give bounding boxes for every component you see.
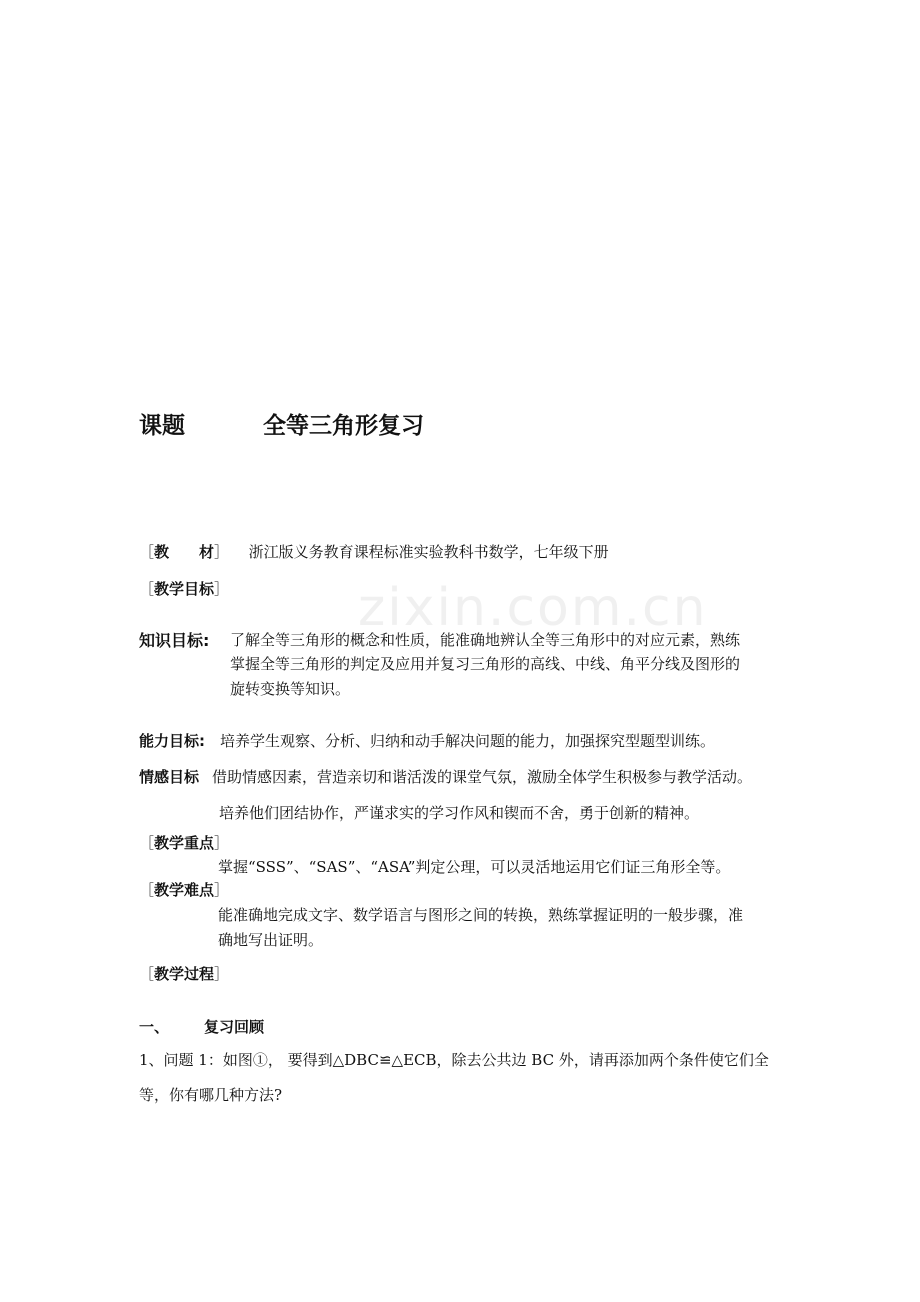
bracket-close: ］ <box>214 543 230 561</box>
emotion-line-1: 借助情感因素，营造亲切和谐活泼的课堂气氛，激励全体学生积极参与教学活动。 <box>212 768 753 786</box>
title-label: 课题 <box>139 413 185 439</box>
knowledge-label: 知识目标: <box>139 631 210 650</box>
key-points-heading-text: 教学重点 <box>154 834 215 852</box>
difficulties-heading-text: 教学难点 <box>154 881 215 899</box>
section-1-number: 一、 <box>139 1018 170 1036</box>
ability-label: 能力目标: <box>139 732 205 750</box>
difficulties-line-1: 能准确地完成文字、数学语言与图形之间的转换，熟练掌握证明的一般步骤，准 <box>218 906 744 924</box>
material-row <box>139 542 609 562</box>
knowledge-line-3: 旋转变换等知识。 <box>230 680 351 698</box>
question-1-line-1: 1、问题 1：如图①， 要得到△DBC≌△ECB，除去公共边 BC 外，请再添加两个条件使它们全 <box>139 1051 769 1069</box>
material-label-b: 材 <box>199 543 215 561</box>
material-text: 浙江版义务教育课程标准实验教科书数学，七年级下册 <box>248 543 609 561</box>
material-label-a: 教 <box>154 543 170 561</box>
question-1-line-2: 等，你有哪几种方法? <box>139 1086 283 1104</box>
bracket-open: ［ <box>139 543 155 561</box>
section-1-title: 复习回顾 <box>204 1018 265 1036</box>
objectives-heading: ［教学目标］ <box>139 580 230 598</box>
watermark: zixin.com.cn <box>358 578 708 638</box>
ability-text: 培养学生观察、分析、归纳和动手解决问题的能力，加强探究型题型训练。 <box>220 732 716 750</box>
key-points-text: 掌握“SSS”、“SAS”、“ASA”判定公理，可以灵活地运用它们证三角形全等。 <box>218 858 731 876</box>
knowledge-line-1: 了解全等三角形的概念和性质，能准确地辨认全等三角形中的对应元素，熟练 <box>230 631 741 649</box>
process-heading-text: 教学过程 <box>154 965 215 983</box>
process-heading: ［教学过程］ <box>139 965 230 983</box>
page-title: 全等三角形复习 <box>263 413 424 439</box>
emotion-label: 情感目标 <box>139 768 200 786</box>
difficulties-line-2: 确地写出证明。 <box>218 931 324 949</box>
knowledge-line-2: 掌握全等三角形的判定及应用并复习三角形的高线、中线、角平分线及图形的 <box>230 655 741 673</box>
objectives-heading-text: 教学目标 <box>154 580 215 598</box>
key-points-heading: ［教学重点］ <box>139 834 230 852</box>
difficulties-heading: ［教学难点］ <box>139 881 230 899</box>
emotion-line-2: 培养他们团结协作，严谨求实的学习作风和锲而不舍，勇于创新的精神。 <box>219 804 700 822</box>
